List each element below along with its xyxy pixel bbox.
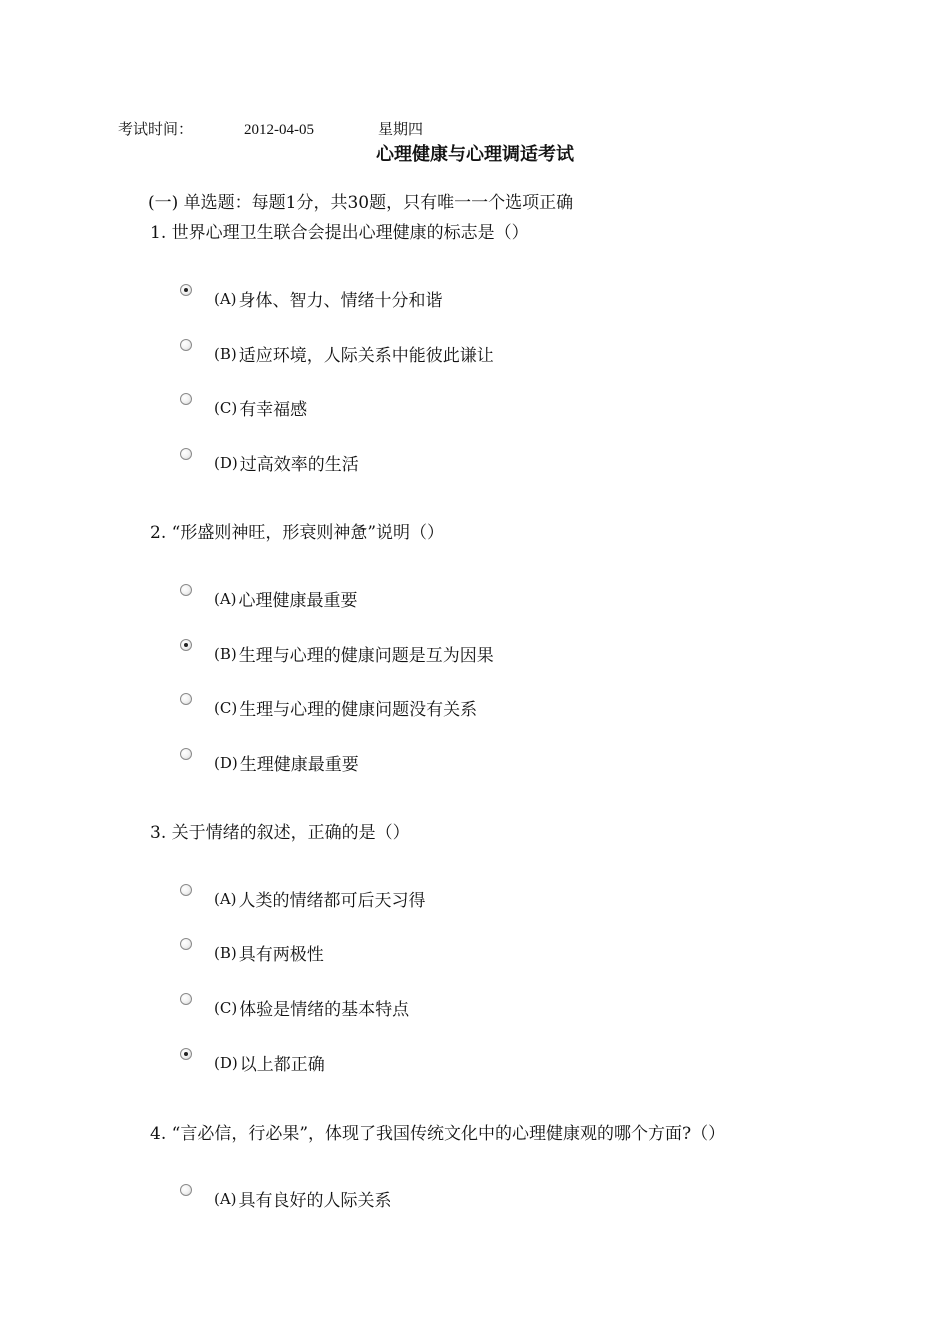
- radio-button[interactable]: [180, 693, 192, 705]
- option-text: 过高效率的生活: [239, 455, 359, 475]
- option-text: 适应环境，人际关系中能彼此谦让: [238, 346, 494, 366]
- question-1-option-d[interactable]: [180, 446, 359, 476]
- question-3-option-d[interactable]: [180, 1046, 325, 1076]
- question-1-option-c[interactable]: [180, 391, 307, 421]
- option-text: 具有两极性: [238, 945, 324, 965]
- option-text: 具有良好的人际关系: [238, 1191, 392, 1211]
- option-letter: (A): [214, 890, 237, 908]
- option-text: 心理健康最重要: [238, 591, 358, 611]
- option-text: 有幸福感: [239, 400, 308, 420]
- radio-button[interactable]: [180, 1184, 192, 1196]
- question-3-option-a[interactable]: [180, 882, 426, 912]
- radio-button[interactable]: [180, 884, 192, 896]
- question-1-option-b[interactable]: [180, 337, 494, 367]
- radio-button[interactable]: [180, 584, 192, 596]
- radio-button[interactable]: [180, 938, 192, 950]
- radio-button[interactable]: [180, 993, 192, 1005]
- option-text: 生理与心理的健康问题是互为因果: [238, 646, 494, 666]
- option-text: 身体、智力、情绪十分和谐: [238, 291, 443, 311]
- option-letter: (D): [214, 754, 238, 772]
- option-letter: (C): [214, 999, 238, 1017]
- radio-button-checked[interactable]: [180, 1048, 192, 1060]
- question-1-text: 1. 世界心理卫生联合会提出心理健康的标志是（）: [150, 223, 529, 243]
- question-3-option-b[interactable]: [180, 936, 324, 966]
- radio-button[interactable]: [180, 393, 192, 405]
- question-2-option-c[interactable]: [180, 691, 477, 721]
- radio-button-checked[interactable]: [180, 639, 192, 651]
- option-text: 体验是情绪的基本特点: [239, 1000, 410, 1020]
- section-heading: (一) 单选题：每题1分，共30题，只有唯一一个选项正确: [148, 193, 574, 213]
- option-text: 人类的情绪都可后天习得: [238, 891, 426, 911]
- option-letter: (B): [214, 645, 237, 663]
- option-letter: (A): [214, 590, 237, 608]
- exam-date: 2012-04-05: [244, 122, 314, 138]
- question-3-option-c[interactable]: [180, 991, 409, 1021]
- exam-time-label: 考试时间：: [118, 122, 194, 138]
- option-letter: (C): [214, 699, 238, 717]
- radio-button[interactable]: [180, 448, 192, 460]
- option-text: 生理健康最重要: [239, 755, 359, 775]
- option-letter: (B): [214, 345, 237, 363]
- option-letter: (A): [214, 1190, 237, 1208]
- question-4-text: 4. “言必信，行必果”，体现了我国传统文化中的心理健康观的哪个方面?（）: [150, 1124, 726, 1144]
- exam-weekday: 星期四: [378, 122, 424, 138]
- radio-button[interactable]: [180, 748, 192, 760]
- question-2-text: 2. “形盛则神旺，形衰则神惫”说明（）: [150, 523, 445, 543]
- question-2-option-a[interactable]: [180, 582, 358, 612]
- option-letter: (D): [214, 1054, 238, 1072]
- question-4-option-a[interactable]: [180, 1182, 392, 1212]
- option-letter: (A): [214, 290, 237, 308]
- exam-header: [118, 118, 423, 139]
- option-letter: (B): [214, 944, 237, 962]
- option-text: 生理与心理的健康问题没有关系: [239, 700, 478, 720]
- question-1-option-a[interactable]: [180, 282, 443, 312]
- question-2-option-b[interactable]: [180, 637, 494, 667]
- option-letter: (C): [214, 399, 238, 417]
- option-text: 以上都正确: [239, 1055, 325, 1075]
- question-2-option-d[interactable]: [180, 746, 359, 776]
- option-letter: (D): [214, 454, 238, 472]
- exam-title: 心理健康与心理调适考试: [376, 144, 574, 165]
- question-3-text: 3. 关于情绪的叙述，正确的是（）: [150, 823, 410, 843]
- radio-button[interactable]: [180, 339, 192, 351]
- radio-button-checked[interactable]: [180, 284, 192, 296]
